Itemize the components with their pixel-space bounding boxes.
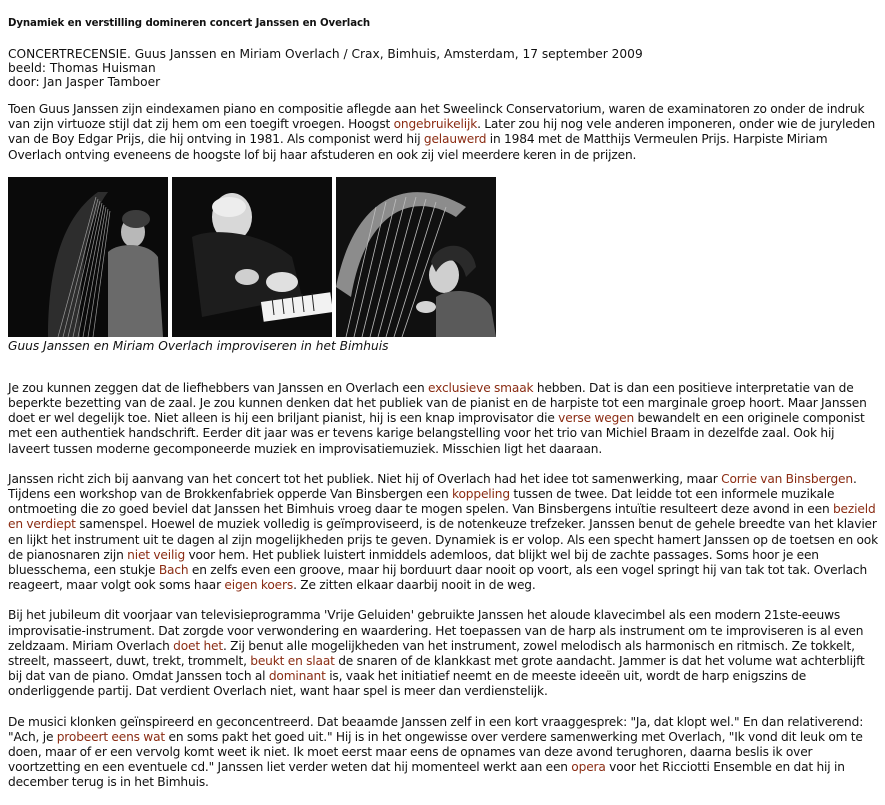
photo-pianist (172, 177, 332, 337)
p2-text-4: samenspel. Hoewel de muziek volledig is geïmproviseerd, is de notenkeuze trefzeker. Janssen benut de gehele breedte van het klavier en lijkt het instrument uit te dagen al zijn mogelijkheden prijs te geven. Dynamiek is er volop. Als een specht hamert Janssen op de toetsen en ook de pianosnaren zijn (8, 517, 878, 562)
article-meta (8, 47, 878, 89)
intro-paragraph (8, 102, 878, 163)
link-exclusieve-smaak[interactable]: exclusieve smaak (428, 380, 534, 395)
link-corrie-van-binsbergen[interactable]: Corrie van Binsbergen (721, 471, 853, 486)
p2-text-5: voor hem. Het publiek luistert inmiddels ademloos, dat blijkt wel bij de zachte passages. Soms hoor je een bluesschema, een stukje (8, 547, 819, 578)
p1-text-3: bewandelt en een originele componist met een authentiek handschrift. Eerder dit jaar was er tevens karige belangstelling voor het trio van Michiel Braam in dezelfde zaal. Ook hij laveert tussen moderne gecomponeerde muziek en improvisatiemuziek. Misschien ligt het daaraan. (8, 411, 865, 456)
meta-author: door: Jan Jasper Tamboer (8, 75, 161, 89)
p2-text-2: . Tijdens een workshop van de Brokkenfabriek opperde Van Binsbergen een (8, 471, 857, 502)
intro-text-2: . Later zou hij nog vele anderen imponeren, onder wie de juryleden van de Boy Edgar Prijs, die hij ontving in 1981. Als componist werd hij (8, 117, 876, 147)
link-niet-veilig[interactable]: niet veilig (127, 547, 186, 562)
link-ongebruikelijk[interactable]: ongebruikelijk (393, 117, 478, 132)
link-koppeling[interactable]: koppeling (452, 487, 510, 502)
p2-text-1: Janssen richt zich bij aanvang van het concert tot het publiek. Niet hij of Overlach had het idee tot samenwerking, maar (8, 471, 722, 486)
p1-text-2: hebben. Dat is dan een positieve interpretatie van de beperkte bezetting van de zaal. Je zou kunnen denken dat het publiek van de pianist en de harpiste tot een marginale groep hoort. Maar Janssen doet er wel degelijk toe. Niet alleen is hij een briljant pianist, hij is een knap improvisator die (8, 380, 867, 426)
link-beukt-en-slaat[interactable]: beukt en slaat (250, 654, 335, 669)
paragraph-4 (8, 715, 878, 791)
intro-text-1: Toen Guus Janssen zijn eindexamen piano en compositie aflegde aan het Sweelinck Conservatorium, waren de examinatoren zo onder de indruk van zijn virtuoze stijl dat zij hem om een toegift vroegen. Hoogst (8, 102, 865, 132)
link-bach[interactable]: Bach (158, 563, 189, 578)
paragraph-3 (8, 608, 878, 699)
p4-text-1: De musici klonken geïnspireerd en geconcentreerd. Dat beaamde Janssen zelf in een kort vraaggesprek: "Ja, dat klopt wel." En dan relativerend: "Ach, je (8, 714, 864, 744)
article-title: Dynamiek en verstilling domineren concert Janssen en Overlach (8, 18, 371, 29)
p3-text-3: de snaren of de klankkast met grote aandacht. Jammer is dat het volume wat achterblijft bij dat van de piano. Omdat Janssen toch al (8, 654, 865, 684)
p1-text-1: Je zou kunnen zeggen dat de liefhebbers van Janssen en Overlach een (8, 380, 429, 395)
photo-harpist-right (336, 177, 496, 337)
link-doet-het[interactable]: doet het (173, 638, 224, 653)
harp-player-image (8, 177, 168, 337)
paragraph-2 (8, 472, 878, 594)
p2-text-3: tussen de twee. Dat leidde tot een informele muzikale ontmoeting die zo goed beviel dat Janssen het Bimhuis vroeg daar te mogen spelen. Van Binsbergens intuïtie resulteert deze avond in een (8, 487, 835, 517)
p4-text-2: en soms pakt het goed uit." Hij is in het ongewisse over verdere samenwerking met Overlach, "Ik vond dit leuk om te doen, maar of er een vervolg komt weet ik niet. Ik moet eerst maar eens de opnames van deze avond terughoren, daarna beslis ik over voortzetting en een eventuele cd." Janssen liet verder weten dat hij momenteel werkt aan een (8, 729, 863, 775)
p3-text-1: Bij het jubileum dit voorjaar van televisieprogramma 'Vrije Geluiden' gebruikte Janssen het aloude klavecimbel als een modern 21ste-eeuws improvisatie-instrument. Dat zorgde voor verwondering en waardering. Het toepassen van de harp als instrument om te improviseren is al even zeldzaam. Miriam Overlach (8, 608, 864, 653)
p2-text-7: . Ze zitten elkaar daarbij nooit in de weg. (293, 578, 536, 593)
p2-text-6: en zelfs even een groove, maar hij borduurt daar nooit op voort, als een vogel springt hij van tak tot tak. Overlach reageert, maar volgt ook soms haar (8, 563, 868, 593)
photo-harpist-left (8, 177, 168, 337)
link-verse-wegen[interactable]: verse wegen (558, 411, 635, 426)
harp-closeup-image (336, 177, 496, 337)
intro-text-3: in 1984 met de Matthijs Vermeulen Prijs. Harpiste Miriam Overlach ontving eveneens de hoogste lof bij haar afstuderen en ook zij viel meerdere keren in de prijzen. (8, 132, 828, 162)
paragraph-1 (8, 381, 878, 457)
photo-caption: Guus Janssen en Miriam Overlach improviseren in het Bimhuis (8, 338, 389, 353)
link-eigen-koers[interactable]: eigen koers (224, 578, 294, 593)
meta-review-line: CONCERTRECENSIE. Guus Janssen en Miriam Overlach / Crax, Bimhuis, Amsterdam, 17 september 2009 (8, 47, 643, 61)
article (8, 18, 878, 791)
link-opera[interactable]: opera (571, 760, 606, 775)
pianist-image (172, 177, 332, 337)
link-bezield-en-verdiept[interactable]: bezield en verdiept (8, 502, 876, 532)
link-gelauwerd[interactable]: gelauwerd (423, 132, 487, 147)
p4-text-3: voor het Ricciotti Ensemble en dat hij in december terug is in het Bimhuis. (8, 760, 845, 790)
p3-text-2: . Zij benut alle mogelijkheden van het instrument, zowel melodisch als harmonisch en ritmisch. Ze tokkelt, streelt, masseert, duwt, trekt, trommelt, (8, 638, 855, 669)
meta-photo-credit: beeld: Thomas Huisman (8, 61, 156, 75)
link-dominant[interactable]: dominant (268, 669, 326, 684)
p3-text-4: is, vaak het initiatief neemt en de meeste ideeën uit, wordt de harp enigszins de onderliggende partij. Dat verdient Overlach niet, want haar spel is meer dan verdienstelijk. (8, 669, 807, 699)
photo-strip (8, 177, 878, 337)
link-probeert-eens-wat[interactable]: probeert eens wat (56, 729, 166, 744)
